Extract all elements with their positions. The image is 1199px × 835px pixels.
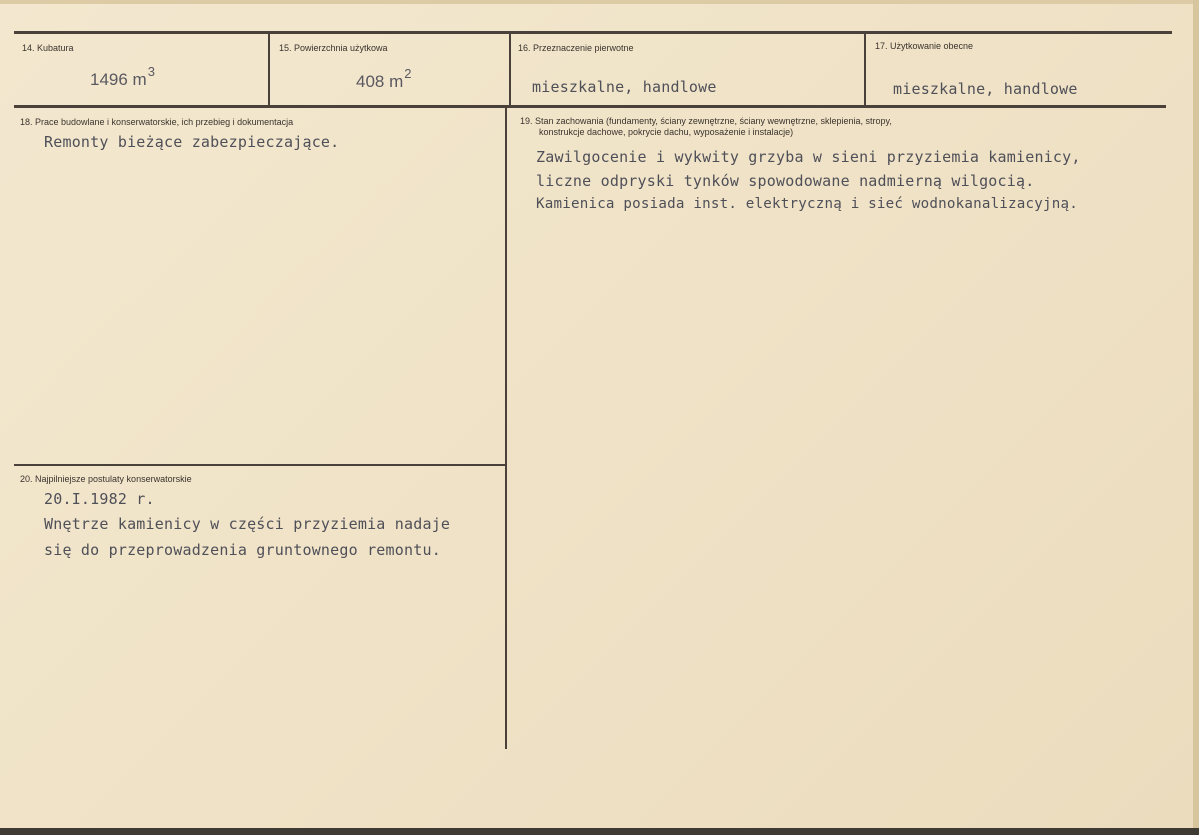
- field-17-value: mieszkalne, handlowe: [893, 80, 1078, 98]
- field-15-label: 15. Powierzchnia użytkowa: [279, 43, 388, 53]
- divider-15-16: [509, 34, 511, 106]
- divider-16-17: [864, 34, 866, 106]
- field-18-line-1: Remonty bieżące zabezpieczające.: [44, 133, 340, 151]
- field-16-value: mieszkalne, handlowe: [532, 78, 717, 96]
- field-19-line-1: Zawilgocenie i wykwity grzyba w sieni przyziemia kamienicy,: [536, 148, 1081, 166]
- field-20-label: 20. Najpilniejsze postulaty konserwatorskie: [20, 474, 192, 484]
- field-20-line-3: się do przeprowadzenia gruntownego remontu.: [44, 541, 441, 559]
- card-right-edge: [1193, 0, 1199, 828]
- field-19-line-3: Kamienica posiada inst. elektryczną i sieć wodnokanalizacyjną.: [536, 196, 1078, 212]
- field-16-label: 16. Przeznaczenie pierwotne: [518, 43, 634, 53]
- top-rule: [14, 31, 1172, 34]
- field-14-label: 14. Kubatura: [22, 43, 74, 53]
- row1-bottom-rule: [14, 105, 1166, 108]
- area-value: 408 m: [356, 72, 404, 91]
- field-19-line-2: liczne odpryski tynków spowodowane nadmierną wilgocią.: [536, 172, 1035, 190]
- card-top-edge: [0, 0, 1199, 4]
- volume-value: 1496 m: [90, 70, 147, 89]
- field-15-value: [356, 66, 412, 92]
- field-18-label: 18. Prace budowlane i konserwatorskie, ich przebieg i dokumentacja: [20, 117, 294, 127]
- area-superscript: 2: [404, 66, 412, 81]
- field-19-label-line-2: konstrukcje dachowe, pokrycie dachu, wyposażenie i instalacje): [539, 127, 794, 137]
- field-20-line-2: Wnętrze kamienicy w części przyziemia nadaje: [44, 515, 451, 533]
- row2-left-bottom-rule: [14, 464, 507, 466]
- field-14-value: [90, 64, 155, 90]
- field-19-label-line-1: 19. Stan zachowania (fundamenty, ściany zewnętrzne, ściany wewnętrzne, sklepienia, stropy,: [520, 116, 892, 126]
- field-17-label: 17. Użytkowanie obecne: [875, 41, 974, 51]
- divider-14-15: [268, 34, 270, 106]
- field-20-line-1: 20.I.1982 r.: [44, 490, 155, 508]
- left-right-divider: [505, 106, 507, 749]
- card-bottom-edge: [0, 828, 1199, 835]
- volume-superscript: 3: [147, 64, 155, 79]
